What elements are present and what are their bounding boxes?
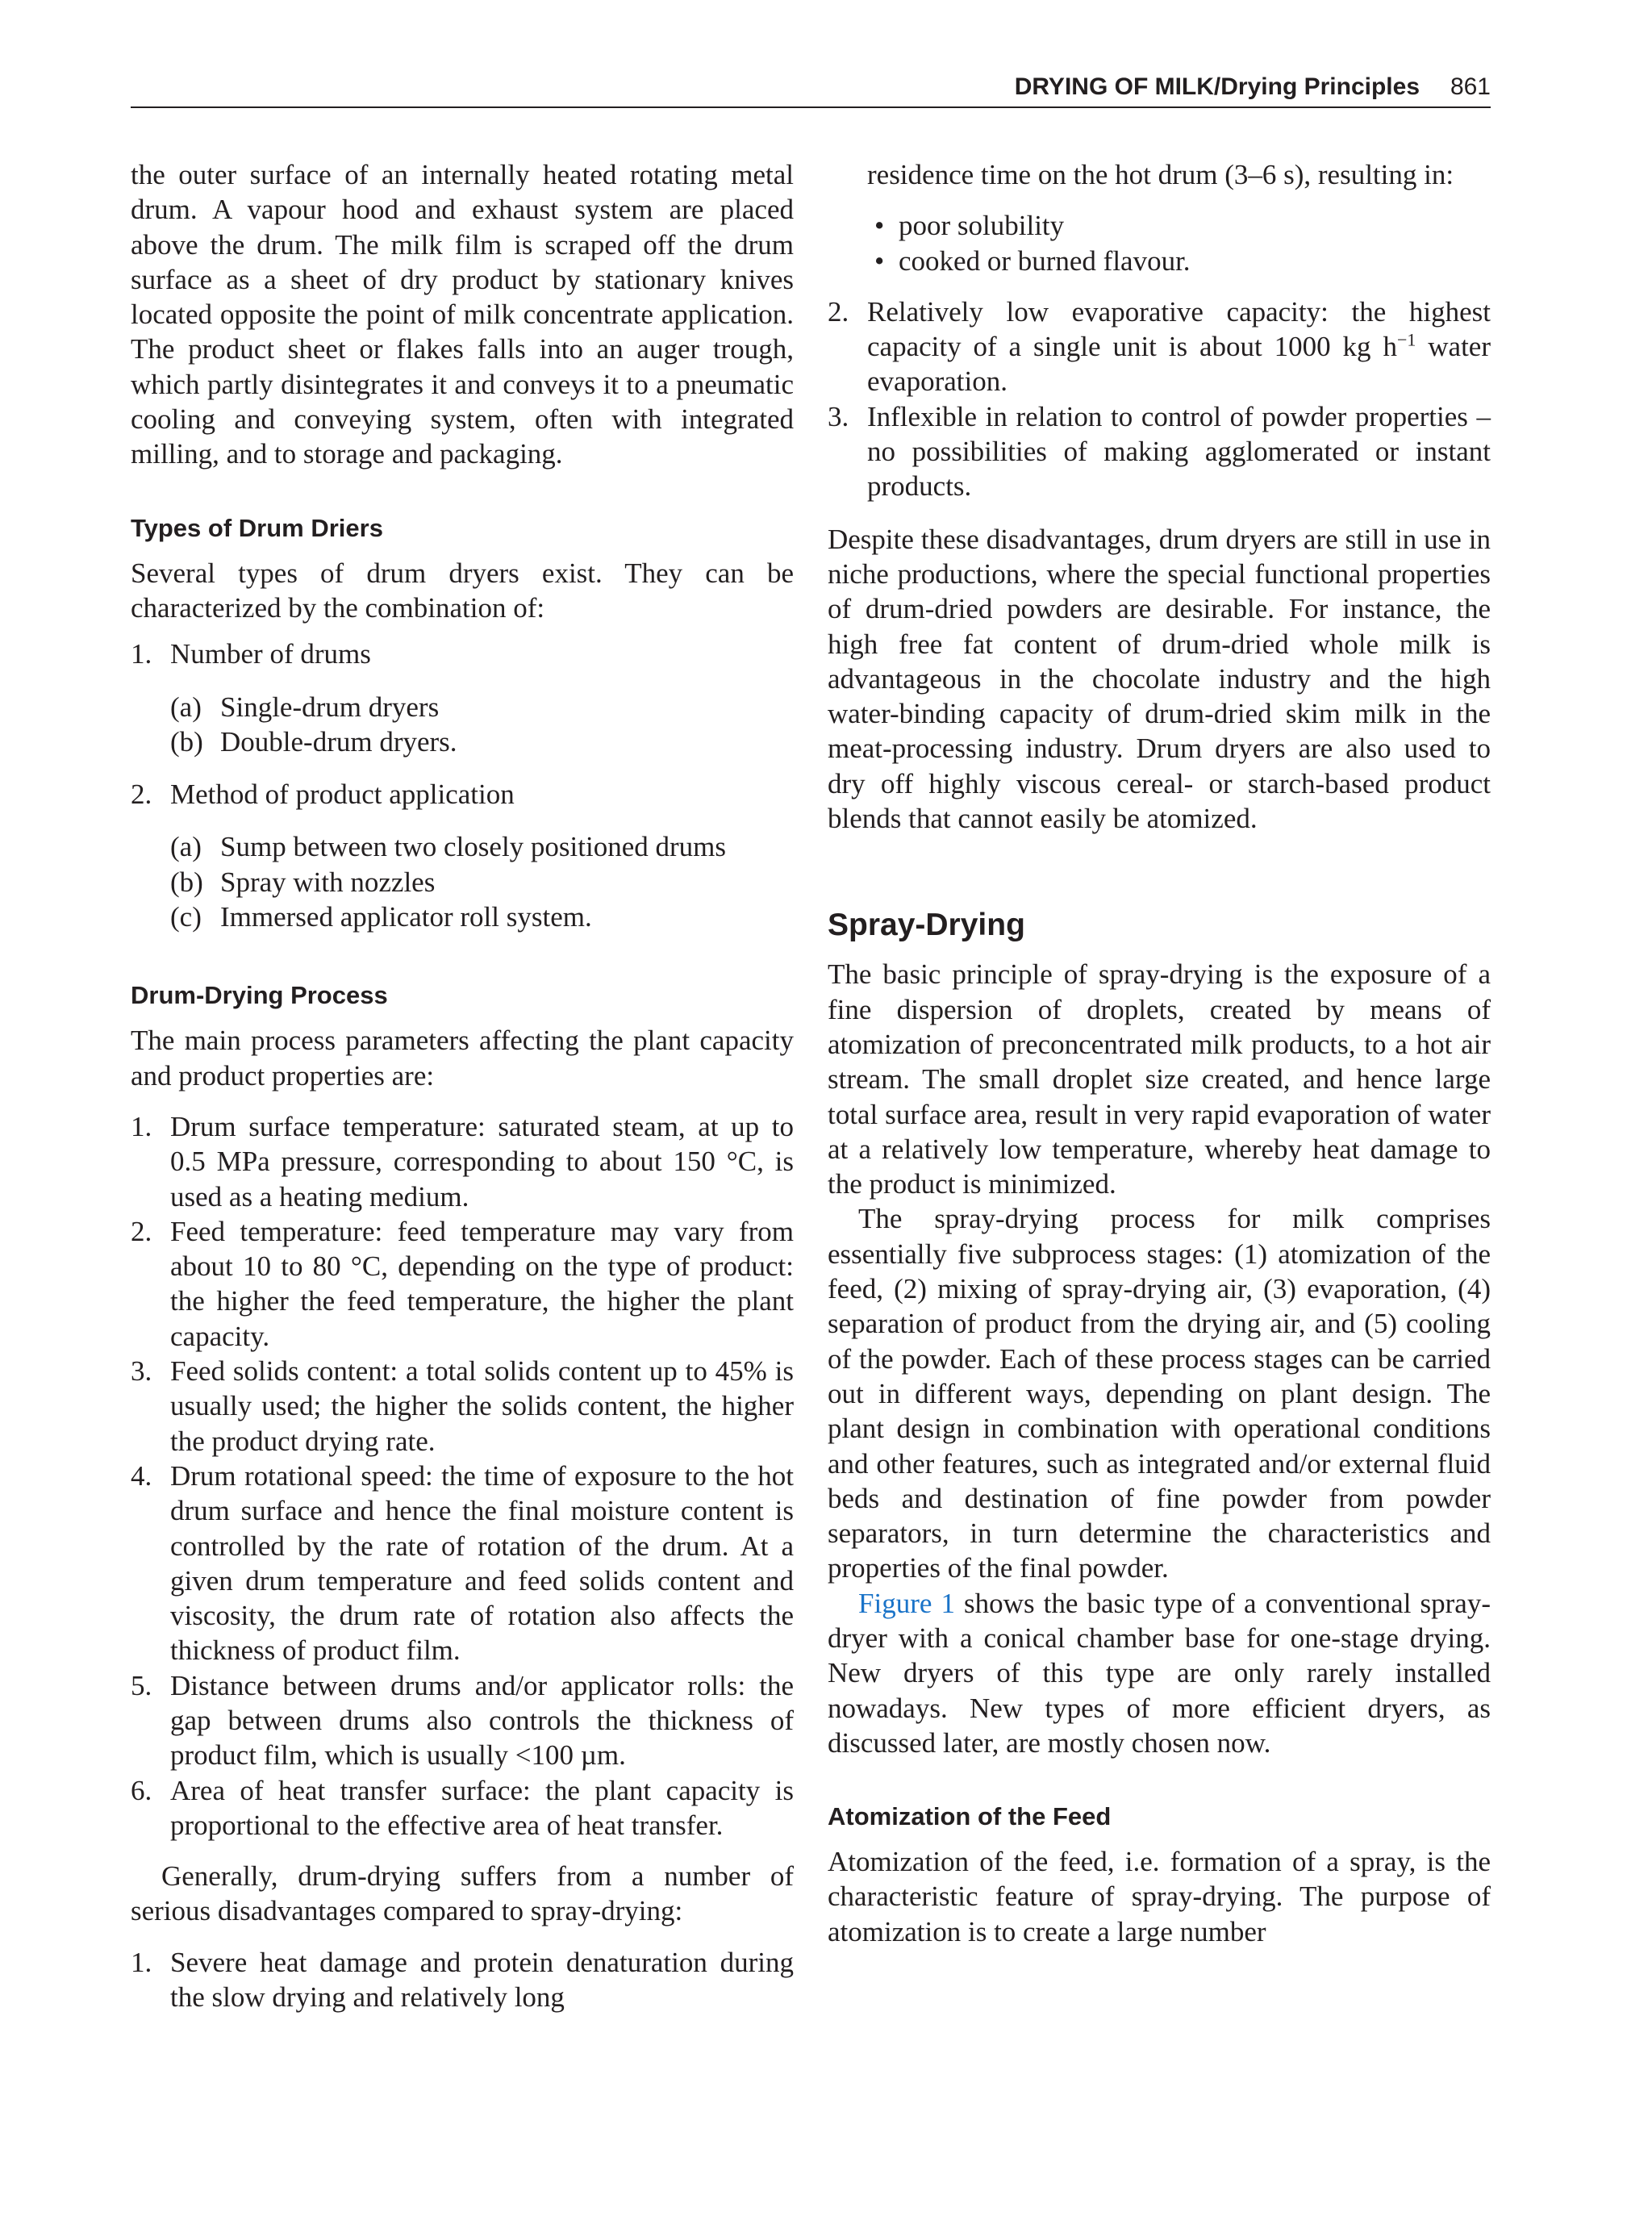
list-item: 1. Severe heat damage and protein denaturation during the slow drying and relatively long (131, 1946, 794, 2014)
list-item: 2. Relatively low evaporative capacity: the highest capacity of a single unit is about 1000 kg $h^{-1}$ water evaporation. (828, 295, 1491, 398)
list-item: 2. Method of product application (131, 778, 515, 811)
left-column (131, 157, 794, 2014)
list-item: 3. Feed solids content: a total solids content up to 45% is usually used; the higher the solids content, the higher the product drying rate. (131, 1355, 794, 1457)
list-item: 5. Distance between drums and/or applicator rolls: the gap between drums also controls the thickness of product film, which is usually <100 µm. (131, 1669, 794, 1772)
bullet-icon: • (874, 244, 885, 277)
bullet-list (828, 208, 1491, 278)
sub-list (131, 829, 794, 934)
sub-list-item: (a) Single-drum dryers (170, 691, 440, 723)
bullet-icon: • (874, 210, 885, 242)
sub-list-item: (a) Sump between two closely positioned drums (170, 831, 727, 863)
sub-list (131, 690, 794, 760)
heading-atomization-of-the-feed: Atomization of the Feed (828, 1802, 1112, 1831)
bullet-item: • cooked or burned flavour. (828, 244, 1491, 278)
heading-spray-drying: Spray-Drying (828, 908, 1025, 943)
running-head-title: DRYING OF MILK/Drying Principles (1014, 73, 1420, 100)
spray-paragraph-2: The spray-drying process for milk comprises essentially five subprocess stages: (1) atomization of the feed, (2) mixing of spray-drying air, (3) evaporation, (4) separation of product from the drying air, and (5) cooling of the powder. Each of these process stages can be carried out in different ways, depending on plant design. The plant design in combination with operational conditions and other features, such as integrated and/or external fluid beds and destination of fine powder from powder separators, in turn determine the characteristics and properties of the final powder. (828, 1203, 1491, 1584)
sub-list-item: (b) Spray with nozzles (170, 866, 436, 898)
heading-drum-drying-process: Drum-Drying Process (131, 981, 388, 1010)
heading-types-of-drum-driers: Types of Drum Driers (131, 513, 383, 542)
sub-list-item: (b) Double-drum dryers. (170, 725, 457, 758)
sub-list-item: (c) Immersed applicator roll system. (170, 901, 592, 933)
running-header (131, 71, 1491, 108)
disadvantages-intro-paragraph: Generally, drum-drying suffers from a number of serious disadvantages compared to spray-drying: (131, 1860, 794, 1927)
list-item: 1. Drum surface temperature: saturated steam, at up to 0.5 MPa pressure, corresponding to about 150 °C, is used as a heating medium. (131, 1110, 794, 1213)
types-list (131, 637, 794, 934)
process-parameters-list (131, 1109, 794, 1843)
bullet-item: • poor solubility (828, 208, 1491, 243)
spray-paragraph-3: Figure 1 shows the basic type of a conventional spray-dryer with a conical chamber base for one-stage drying. New dryers of this type are only rarely installed nowadays. New types of more efficient dryers, as discussed later, are mostly chosen now. (828, 1587, 1491, 1759)
figure-1-link[interactable]: Figure 1 (858, 1587, 955, 1619)
list-item: 4. Drum rotational speed: the time of exposure to the hot drum surface and hence the final moisture content is controlled by the rate of rotation of the drum. At a given drum temperature and feed solids content and viscosity, the drum rate of rotation also affects the thickness of product film. (131, 1459, 794, 1667)
page-number: 861 (1450, 73, 1491, 100)
right-column (828, 157, 1491, 1949)
list-item: 2. Feed temperature: feed temperature may vary from about 10 to 80 °C, depending on the type of product: the higher the feed temperature, the higher the plant capacity. (131, 1215, 794, 1352)
list-item-continuation: residence time on the hot drum (3–6 s), resulting in: (867, 159, 1454, 190)
list-item: 1. Number of drums (131, 638, 371, 670)
process-intro-paragraph: The main process parameters affecting the plant capacity and product properties are: (131, 1025, 794, 1092)
list-item: 3. Inflexible in relation to control of powder properties – no possibilities of making agglomerated or instant products. (828, 400, 1491, 503)
atomization-paragraph: Atomization of the feed, i.e. formation of a spray, is the characteristic feature of spray-drying. The purpose of atomization is to create a large number (828, 1846, 1491, 1947)
types-intro-paragraph: Several types of drum dryers exist. They can be characterized by the combination of: (131, 557, 794, 624)
intro-paragraph: the outer surface of an internally heated rotating metal drum. A vapour hood and exhaust system are placed above the drum. The milk film is scraped off the drum surface as a sheet of dry product by stationary knives located opposite the point of milk concentrate application. The product sheet or flakes falls into an auger trough, which partly disintegrates it and conveys it to a pneumatic cooling and conveying system, often with integrated milling, and to storage and packaging. (131, 159, 794, 470)
list-item: 6. Area of heat transfer surface: the plant capacity is proportional to the effective area of heat transfer. (131, 1774, 794, 1841)
spray-paragraph-1: The basic principle of spray-drying is the exposure of a fine dispersion of droplets, created by means of atomization of preconcentrated milk products, to a hot air stream. The small droplet size created, and hence large total surface area, result in very rapid evaporation of water at a relatively low temperature, whereby heat damage to the product is minimized. (828, 958, 1491, 1200)
despite-paragraph: Despite these disadvantages, drum dryers are still in use in niche productions, where the special functional properties of drum-dried powders are desirable. For instance, the high free fat content of drum-dried whole milk is advantageous in the chocolate industry and the high water-binding capacity of drum-dried skim milk in the meat-processing industry. Drum dryers are also used to dry off highly viscous cereal- or starch-based product blends that cannot easily be atomized. (828, 523, 1491, 835)
